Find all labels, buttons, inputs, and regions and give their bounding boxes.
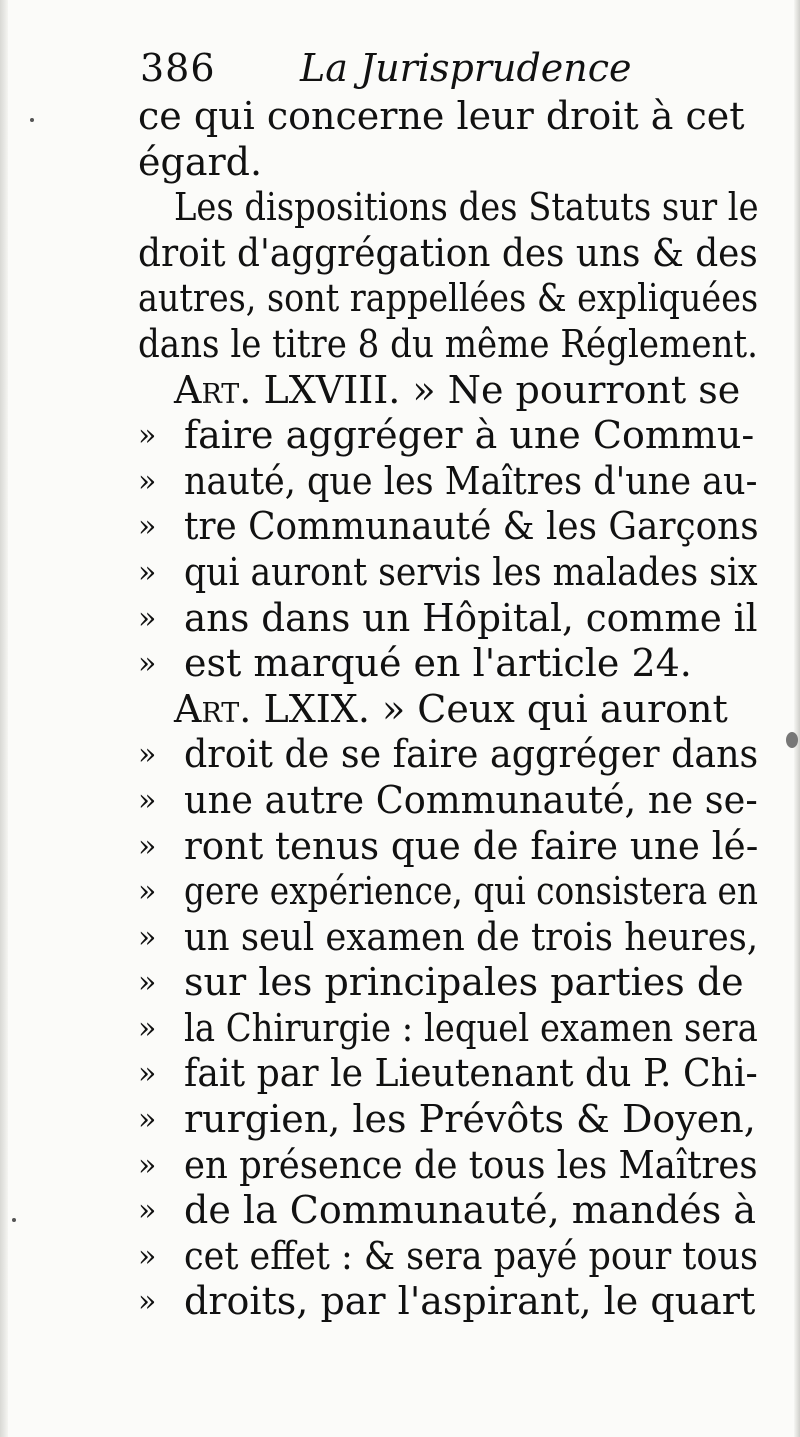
body-text [138,94,770,1325]
text-line [138,1097,770,1143]
text-line [138,596,770,642]
line-text: qui auront servis les malades six [184,549,758,594]
quote-mark: » [138,1010,157,1046]
quote-mark: » [138,1147,157,1183]
text-line [138,687,770,733]
article-label: Art. [174,686,252,731]
page-header [140,40,760,96]
text-line [138,1188,770,1234]
quote-mark: » [138,509,157,545]
running-title: La Jurisprudence [300,46,632,90]
text-line [138,1006,770,1052]
line-text: nauté, que les Maîtres d'une au- [184,458,758,503]
text-line [138,641,770,687]
line-text: faire aggréger à une Commu- [184,413,755,458]
page-left-edge [0,0,8,1437]
line-text: ront tenus que de faire une lé- [184,823,759,868]
line-text: un seul examen de trois heures, [184,914,759,959]
line-text: rurgien, les Prévôts & Doyen, [184,1097,756,1142]
line-text: droit de se faire aggréger dans [184,732,759,777]
text-line [138,94,770,140]
line-text: égard. [138,139,263,184]
text-line [138,1051,770,1097]
line-text: droit d'aggrégation des uns & des [138,230,758,275]
quote-mark: » [138,1102,157,1138]
ink-speck [786,732,798,748]
text-line [138,915,770,961]
quote-mark: » [138,418,157,454]
quote-mark: » [138,1238,157,1274]
text-line [138,459,770,505]
line-text [174,368,740,414]
ink-speck [30,118,34,122]
quote-mark: » [138,828,157,864]
page-number: 386 [140,46,216,90]
quote-mark: » [138,554,157,590]
text-line [138,185,770,231]
line-text: autres, sont rappellées & expliquées [138,276,759,321]
article-label: Art. [174,367,252,412]
text-line [138,960,770,1006]
line-text: dans le titre 8 du même Réglement. [138,321,758,366]
article-text: LXVIII. » Ne pourront se [251,367,741,412]
line-text: Les dispositions des Statuts sur le [174,185,759,230]
text-line [138,140,770,186]
quote-mark: » [138,782,157,818]
quote-mark: » [138,965,157,1001]
text-line [138,732,770,778]
page-right-edge [794,0,800,1437]
quote-mark: » [138,1284,157,1320]
line-text: tre Communauté & les Garçons [184,504,759,549]
text-line [138,869,770,915]
article-text: LXIX. » Ceux qui auront [251,686,728,731]
line-text: droits, par l'aspirant, le quart [184,1279,756,1324]
quote-mark: » [138,874,157,910]
text-line [138,1234,770,1280]
text-line [138,550,770,596]
text-line [138,824,770,870]
line-text: fait par le Lieutenant du P. Chi- [184,1051,758,1096]
quote-mark: » [138,463,157,499]
text-line [138,322,770,368]
text-line [138,778,770,824]
text-line [138,276,770,322]
quote-mark: » [138,919,157,955]
line-text: ans dans un Hôpital, comme il [184,595,758,640]
line-text: ce qui concerne leur droit à cet [138,94,745,138]
line-text: une autre Communauté, ne se- [184,777,758,822]
quote-mark: » [138,600,157,636]
line-text: sur les principales parties de [184,960,744,1005]
text-line [138,1279,770,1325]
line-text: de la Communauté, mandés à [184,1188,757,1233]
quote-mark: » [138,737,157,773]
text-line [138,504,770,550]
line-text: gere expérience, qui consistera en [184,869,759,914]
text-line [138,368,770,414]
line-text: en présence de tous les Maîtres [184,1142,758,1187]
line-text: est marqué en l'article 24. [184,641,692,686]
line-text: la Chirurgie : lequel examen sera [184,1005,758,1050]
text-line [138,231,770,277]
line-text [174,687,728,733]
line-text: cet effet : & sera payé pour tous [184,1233,758,1278]
ink-speck [12,1218,16,1222]
text-line [138,413,770,459]
text-line [138,1143,770,1189]
quote-mark: » [138,1193,157,1229]
quote-mark: » [138,1056,157,1092]
quote-mark: » [138,646,157,682]
